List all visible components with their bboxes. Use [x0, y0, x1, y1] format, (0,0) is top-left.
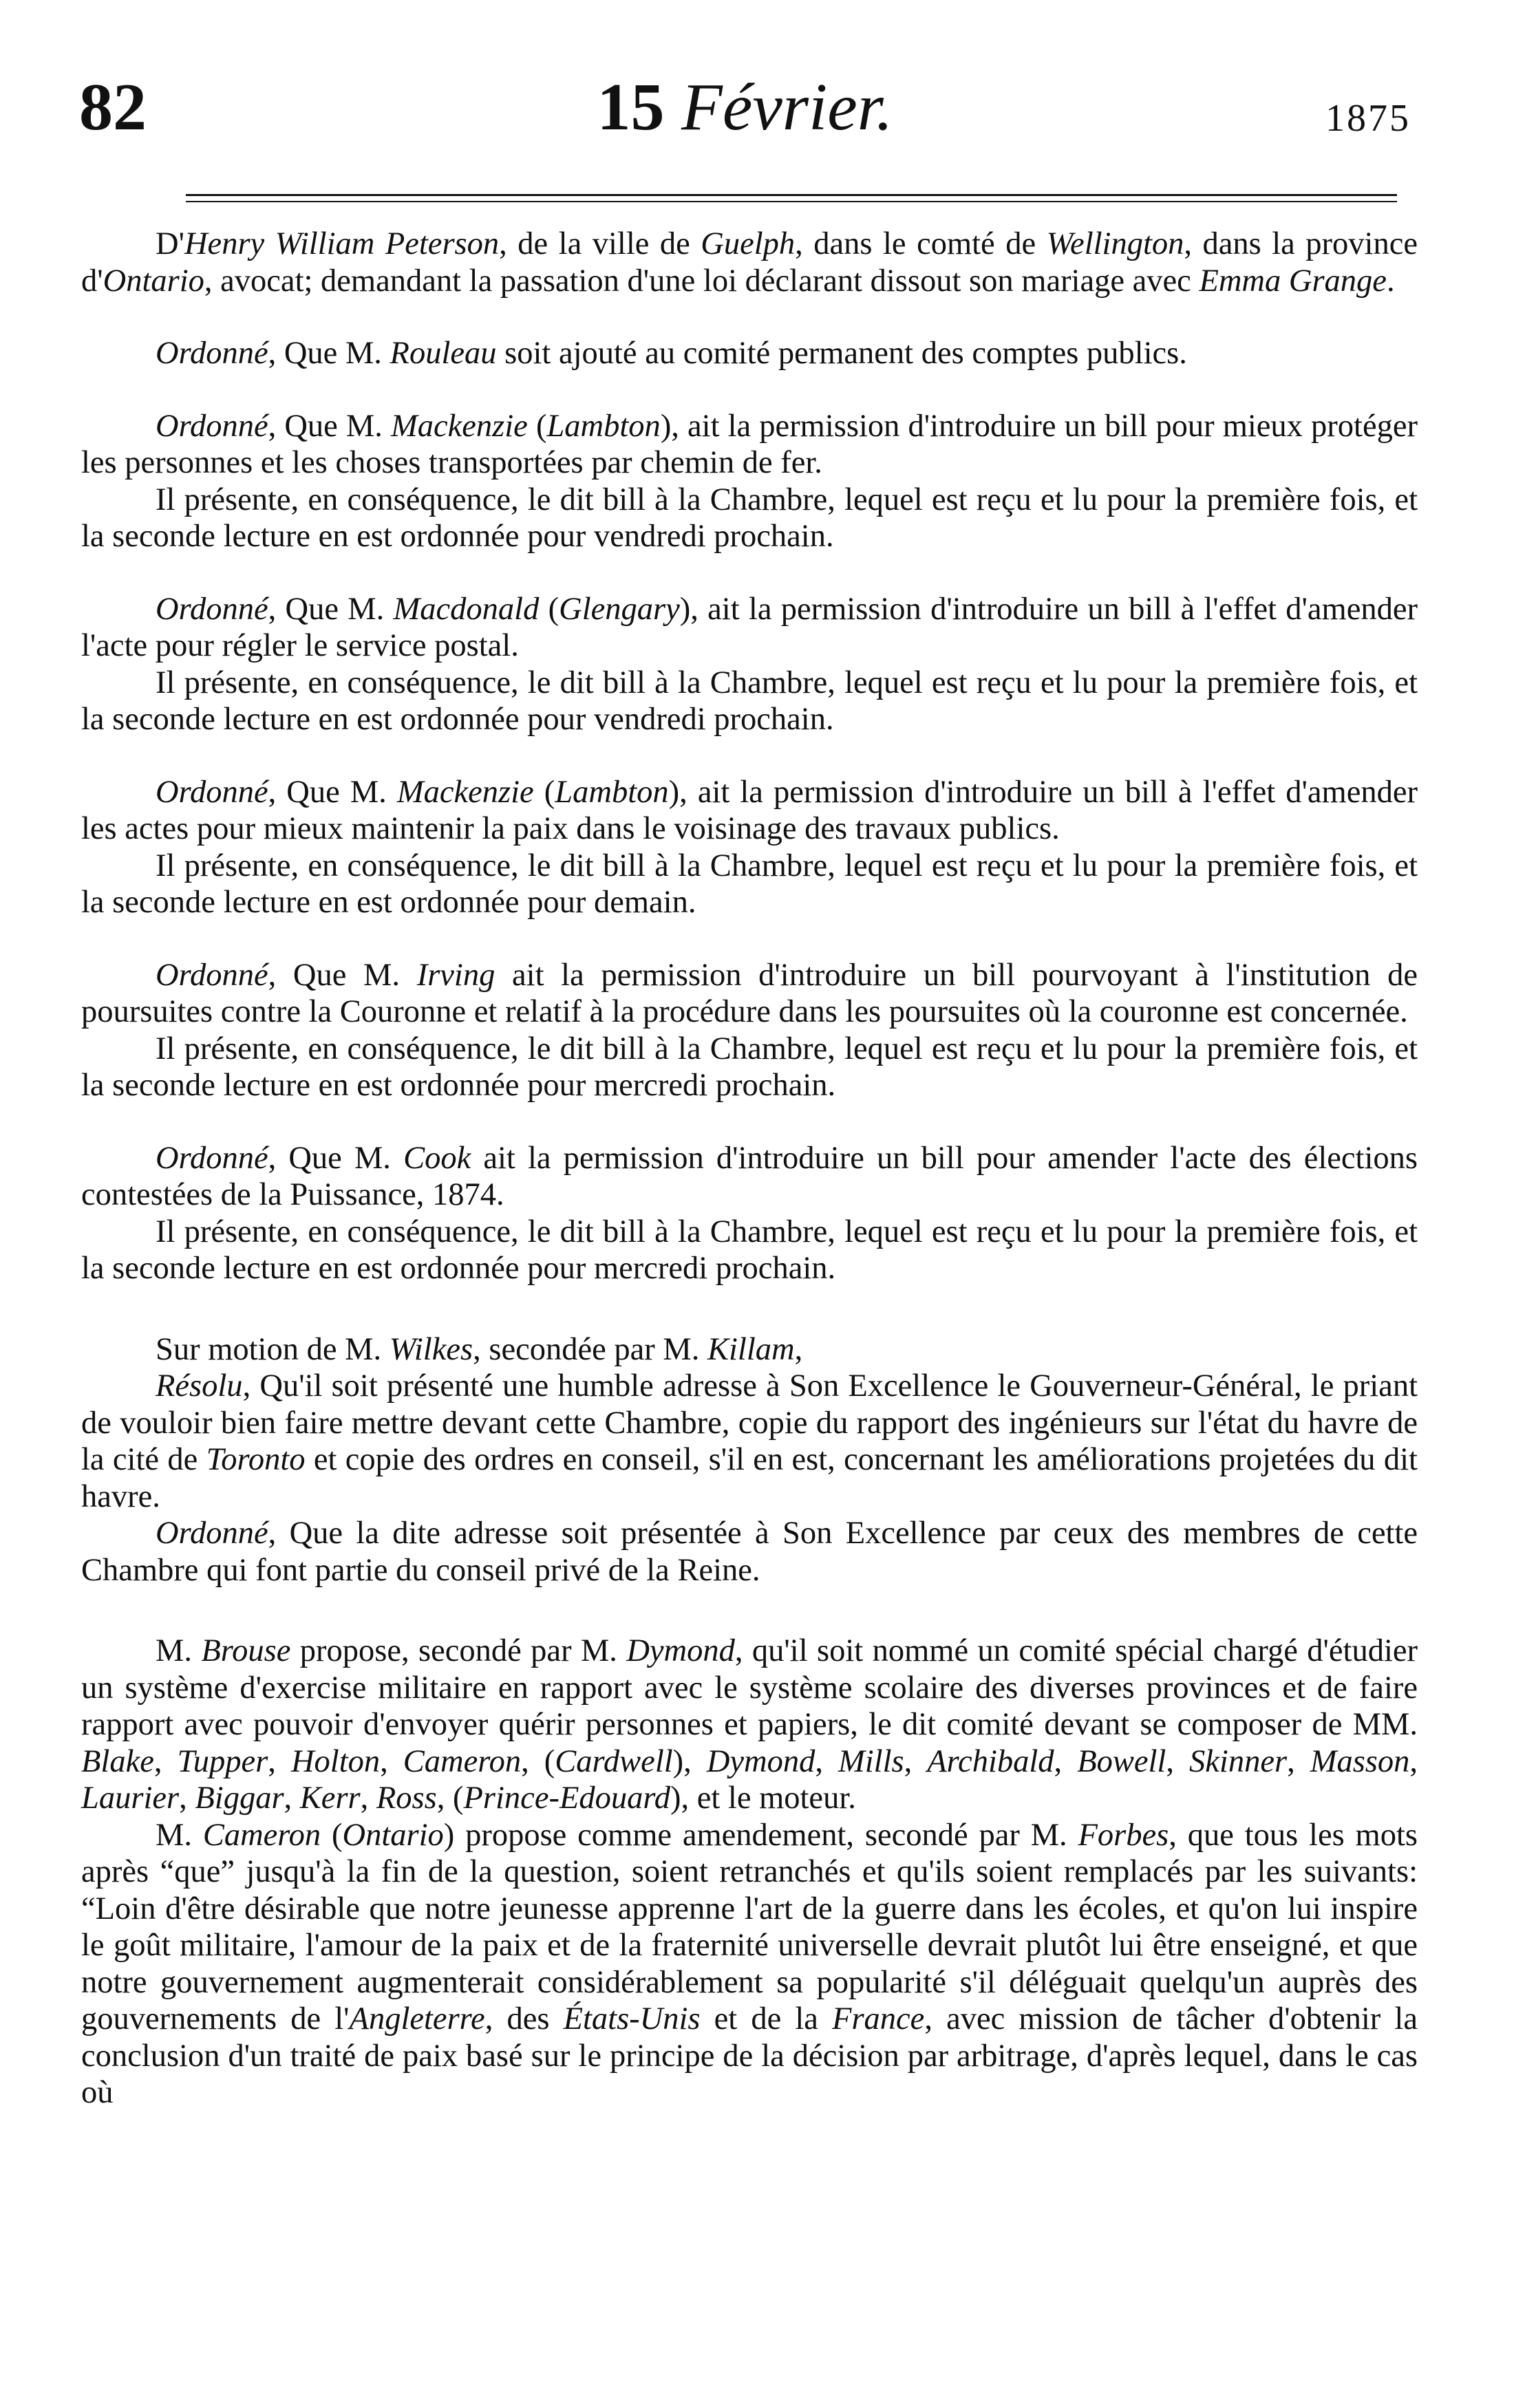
- journal-body: [81, 226, 1418, 2111]
- page-header: [79, 69, 1411, 165]
- amendment-cameron: M. Cameron (Ontario) propose comme amendement, secondé par M. Forbes, que tous les mots après “que” jusqu'à la fin de la question, soient retranchés et qu'ils soient remplacés par les suivants: “Loin d'être désirable que notre jeunesse apprenne l'art de la guerre dans les écoles, et qu'on lui inspire le goût militaire, l'amour de la paix et de la fraternité universelle devrait plutôt lui être enseigné, et que notre gouvernement augmenterait considérablement sa popularité s'il déléguait quelqu'un auprès des gouvernements de l'Angleterre, des États-Unis et de la France, avec mission de tâcher d'obtenir la conclusion d'un traité de paix basé sur le principe de la décision par arbitrage, d'après lequel, dans le cas où: [81, 1817, 1418, 2110]
- header-year: 1875: [1325, 97, 1411, 140]
- bill-presented-1: Il présente, en conséquence, le dit bill à la Chambre, lequel est reçu et lu pour la première fois, et la seconde lecture en est ordonnée pour vendredi prochain.: [81, 482, 1418, 554]
- order-macdonald-postal: Ordonné, Que M. Macdonald (Glengary), ait la permission d'introduire un bill à l'effet d'amender l'acte pour régler le service postal.: [81, 591, 1418, 663]
- bill-presented-4: Il présente, en conséquence, le dit bill à la Chambre, lequel est reçu et lu pour la première fois, et la seconde lecture en est ordonnée pour mercredi prochain.: [81, 1031, 1418, 1103]
- petition-paragraph: D'Henry William Peterson, de la ville de Guelph, dans le comté de Wellington, dans la province d'Ontario, avocat; demandant la passation d'une loi déclarant dissout son mariage avec Emma Grange.: [81, 226, 1418, 299]
- header-month: Février.: [681, 70, 893, 144]
- bill-presented-2: Il présente, en conséquence, le dit bill à la Chambre, lequel est reçu et lu pour la première fois, et la seconde lecture en est ordonnée pour vendredi prochain.: [81, 665, 1418, 737]
- page-number: 82: [79, 70, 147, 144]
- header-rule: [186, 194, 1397, 196]
- order-cook: Ordonné, Que M. Cook ait la permission d'introduire un bill pour amender l'acte des élections contestées de la Puissance, 1874.: [81, 1140, 1418, 1212]
- bill-presented-3: Il présente, en conséquence, le dit bill à la Chambre, lequel est reçu et lu pour la première fois, et la seconde lecture en est ordonnée pour demain.: [81, 848, 1418, 920]
- header-day: 15: [597, 70, 665, 144]
- order-mackenzie-peace: Ordonné, Que M. Mackenzie (Lambton), ait la permission d'introduire un bill à l'effet d'amender les actes pour mieux maintenir la paix dans le voisinage des travaux publics.: [81, 774, 1418, 846]
- resolution-address: Résolu, Qu'il soit présenté une humble adresse à Son Excellence le Gouverneur-Général, le priant de vouloir bien faire mettre devant cette Chambre, copie du rapport des ingénieurs sur l'état du havre de la cité de Toronto et copie des ordres en conseil, s'il en est, concernant les améliorations projetées du dit havre.: [81, 1368, 1418, 1514]
- header-date: [79, 69, 1411, 146]
- order-irving: Ordonné, Que M. Irving ait la permission d'introduire un bill pourvoyant à l'institution de poursuites contre la Couronne et relatif à la procédure dans les poursuites où la couronne est concernée.: [81, 957, 1418, 1029]
- bill-presented-5: Il présente, en conséquence, le dit bill à la Chambre, lequel est reçu et lu pour la première fois, et la seconde lecture en est ordonnée pour mercredi prochain.: [81, 1214, 1418, 1286]
- header-rule-secondary: [186, 201, 1397, 202]
- motion-brouse: M. Brouse propose, secondé par M. Dymond, qu'il soit nommé un comité spécial chargé d'étudier un système d'exercise militaire en rapport avec le système scolaire des diverses provinces et de faire rapport avec pouvoir d'envoyer quérir personnes et papiers, le dit comité devant se composer de MM. Blake, Tupper, Holton, Cameron, (Cardwell), Dymond, Mills, Archibald, Bowell, Skinner, Masson, Laurier, Biggar, Kerr, Ross, (Prince-Edouard), et le moteur.: [81, 1633, 1418, 1816]
- order-address: Ordonné, Que la dite adresse soit présentée à Son Excellence par ceux des membres de cette Chambre qui font partie du conseil privé de la Reine.: [81, 1516, 1418, 1588]
- motion-wilkes: Sur motion de M. Wilkes, secondée par M. Killam,: [156, 1331, 803, 1367]
- order-mackenzie-railway: Ordonné, Que M. Mackenzie (Lambton), ait la permission d'introduire un bill pour mieux protéger les personnes et les choses transportées par chemin de fer.: [81, 408, 1418, 480]
- order-rouleau: Ordonné, Que M. Rouleau soit ajouté au comité permanent des comptes publics.: [156, 336, 1187, 371]
